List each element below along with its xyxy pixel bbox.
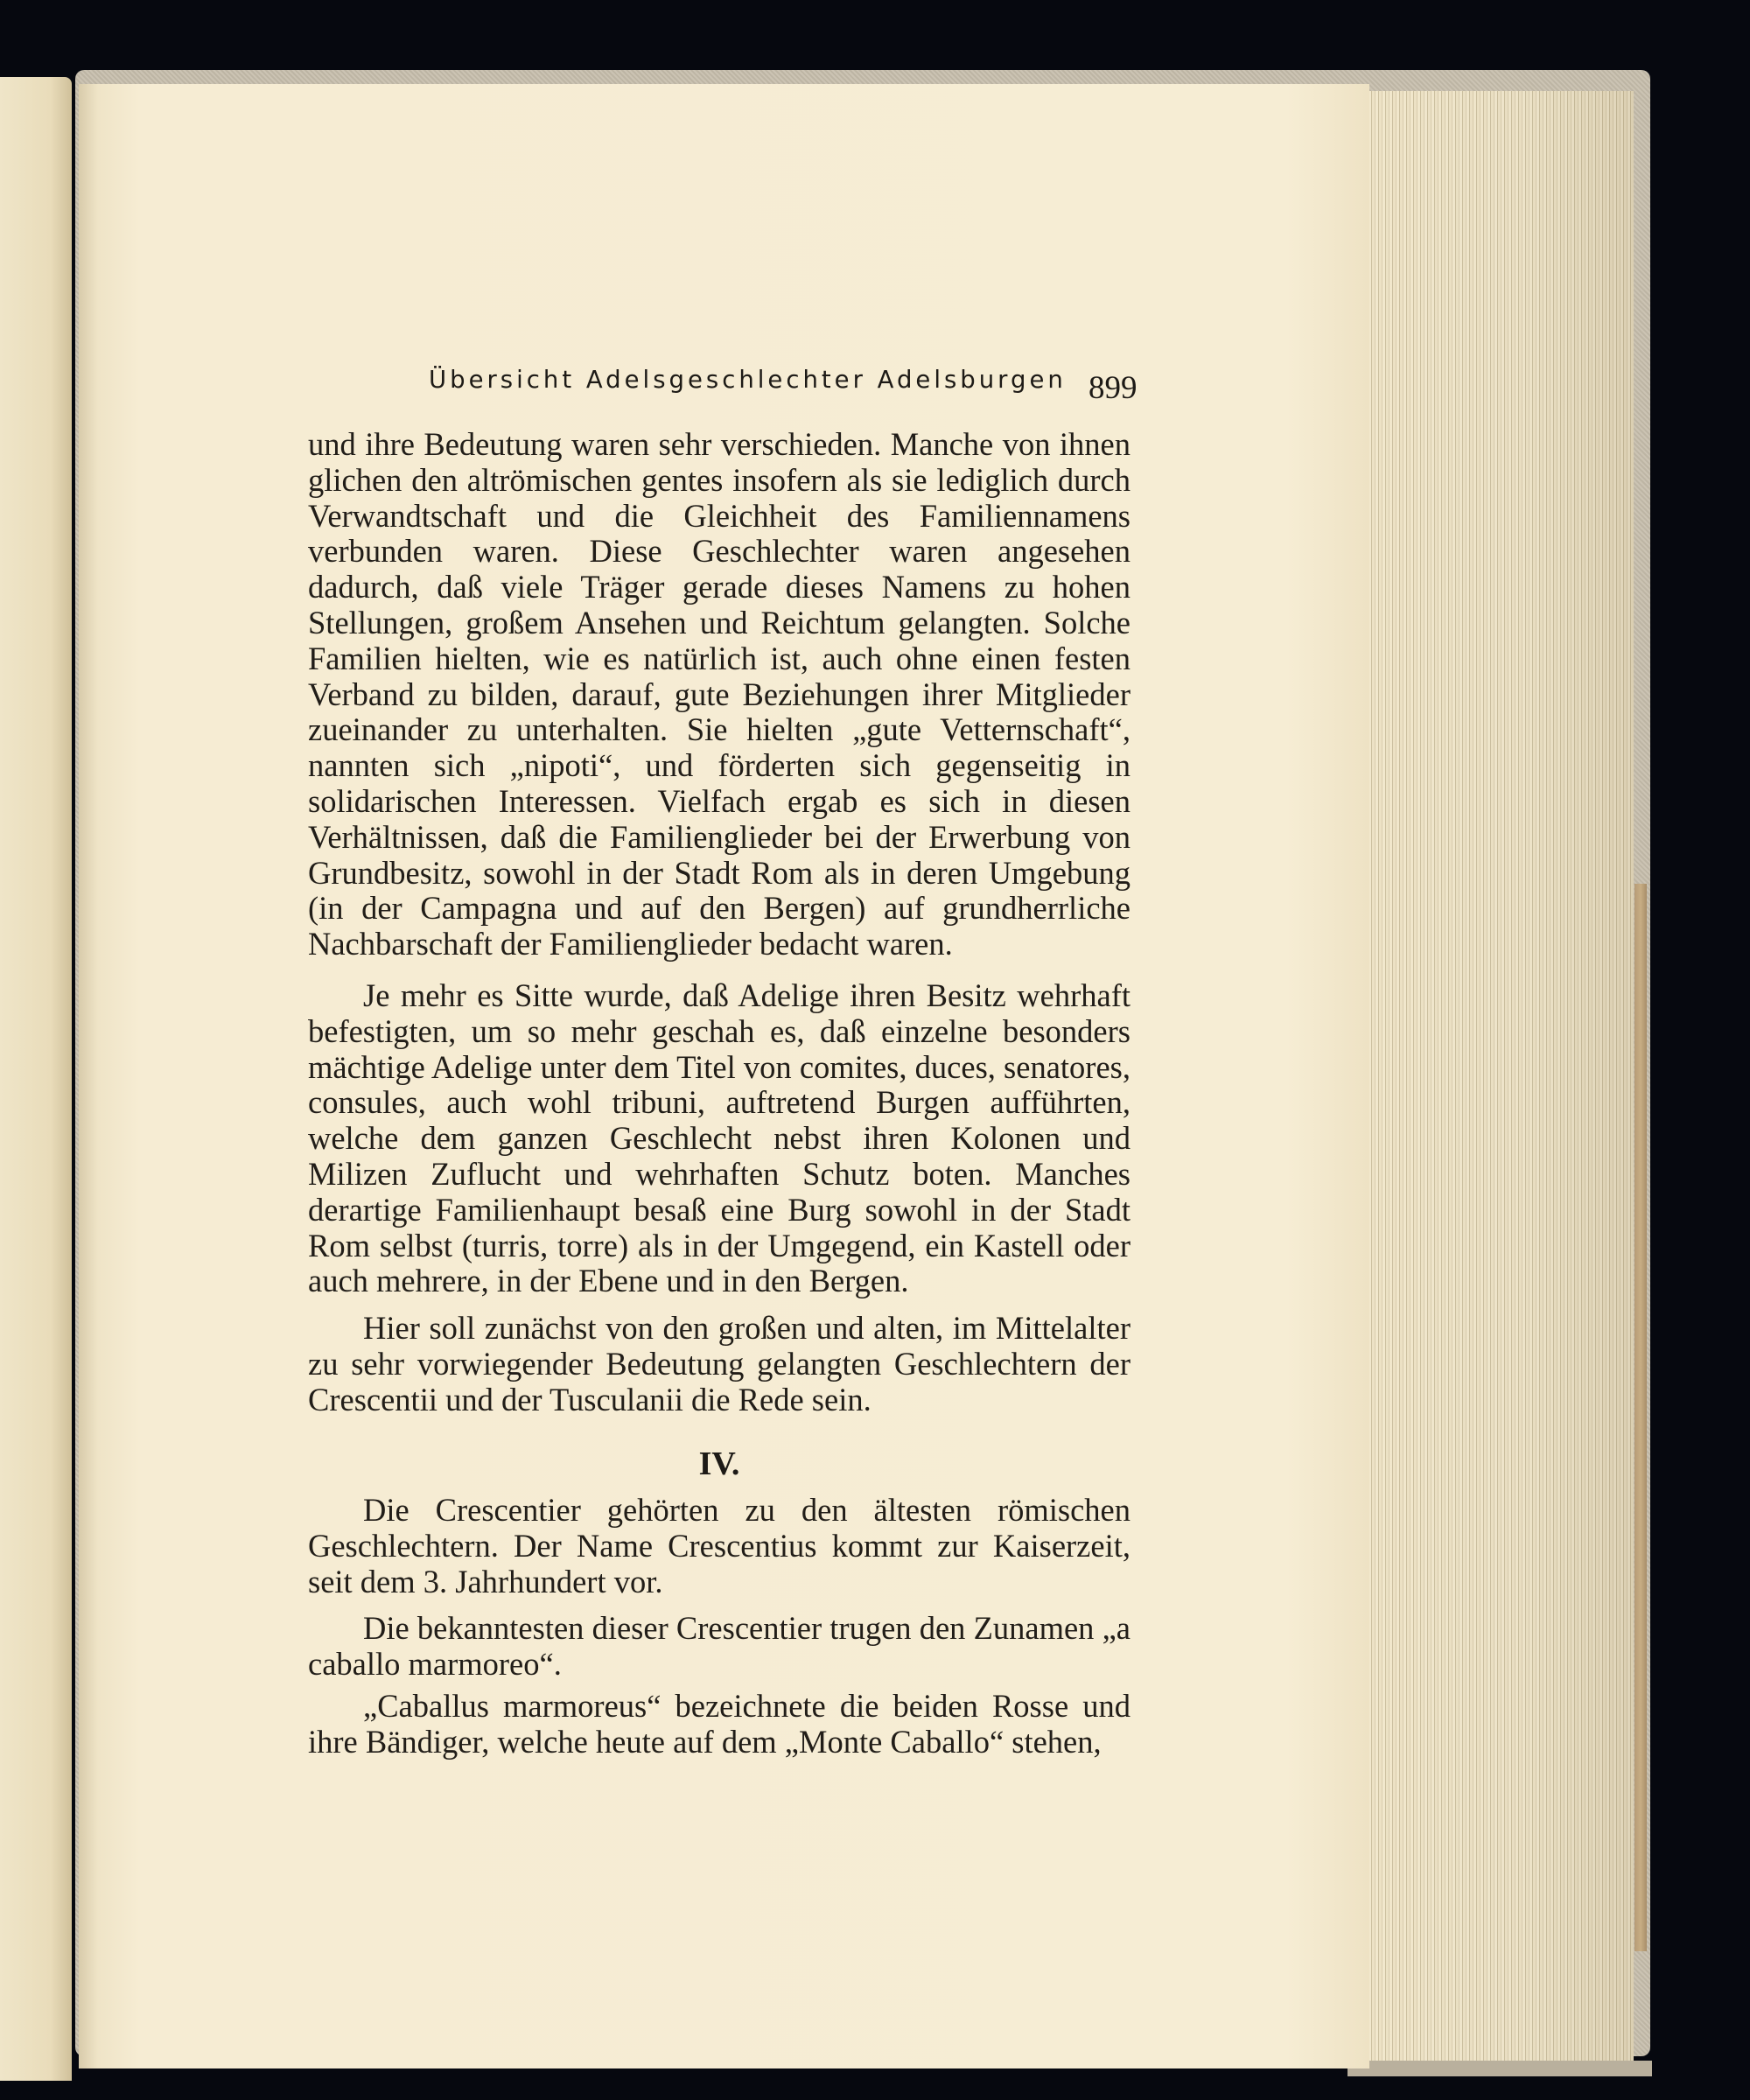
text-block-1 xyxy=(308,427,1130,962)
paragraph-5: Die bekanntesten dieser Crescentier trugen den Zunamen „a caballo marmoreo“. xyxy=(308,1610,1130,1682)
section-heading: IV. xyxy=(698,1446,740,1482)
paragraph-2: Je mehr es Sitte wurde, daß Adelige ihren Besitz wehrhaft befestigten, um so mehr geschah es, daß einzelne besonders mächtige Adelige unter dem Titel von comites, duces, senatores, consules, auch wohl tribuni, auftretend Burgen aufführten, welche dem ganzen Geschlecht nebst ihren Kolonen und Milizen Zuflucht und wehrhaften Schutz boten. Manches derartige Familienhaupt besaß eine Burg sowohl in der Stadt Rom selbst (turris, torre) als in der Umgegend, ein Kastell oder auch mehrere, in der Ebene und in den Bergen. xyxy=(308,977,1130,1299)
book-page xyxy=(79,84,1369,2068)
left-facing-page xyxy=(0,77,72,2081)
text-block-4 xyxy=(308,1493,1130,1600)
cover-bottom-edge xyxy=(1348,2061,1652,2076)
paragraph-6: „Caballus marmoreus“ bezeichnete die beiden Rosse und ihre Bändiger, welche heute auf dem „Monte Caballo“ stehen, xyxy=(308,1688,1130,1760)
paragraph-4: Die Crescentier gehörten zu den ältesten römischen Geschlechtern. Der Name Crescentius kommt zur Kaiserzeit, seit dem 3. Jahrhundert vor. xyxy=(308,1492,1130,1600)
text-block-2 xyxy=(308,978,1130,1299)
text-block-3 xyxy=(308,1311,1130,1418)
text-block-5 xyxy=(308,1611,1130,1683)
page-number: 899 xyxy=(1088,370,1138,406)
running-head: Übersicht Adelsgeschlechter Adelsburgen xyxy=(429,366,1067,394)
text-block-6 xyxy=(308,1689,1130,1760)
page-edges xyxy=(1367,91,1634,2064)
paragraph-1: und ihre Bedeutung waren sehr verschieden. Manche von ihnen glichen den altrömischen gentes insofern als sie lediglich durch Verwandtschaft und die Gleichheit des Familiennamens verbunden waren. Diese Geschlechter waren angesehen dadurch, daß viele Träger gerade dieses Namens zu hohen Stellungen, großem Ansehen und Reichtum gelangten. Solche Familien hielten, wie es natürlich ist, auch ohne einen festen Verband zu bilden, darauf, gute Beziehungen ihrer Mitglieder zueinander zu unterhalten. Sie hielten „gute Vetternschaft“, nannten sich „nipoti“, und förderten sich gegenseitig in solidarischen Interessen. Vielfach ergab es sich in diesen Verhältnissen, daß die Familienglieder bei der Erwerbung von Grundbesitz, sowohl in der Stadt Rom als in deren Umgebung (in der Campagna und auf den Bergen) auf grundherrliche Nachbarschaft der Familienglieder bedacht waren. xyxy=(308,426,1130,962)
paragraph-3: Hier soll zunächst von den großen und alten, im Mittelalter zu sehr vorwiegender Bedeutung gelangten Geschlechtern der Crescentii und der Tusculanii die Rede sein. xyxy=(308,1310,1130,1418)
page-edge-stain xyxy=(1634,884,1647,1951)
